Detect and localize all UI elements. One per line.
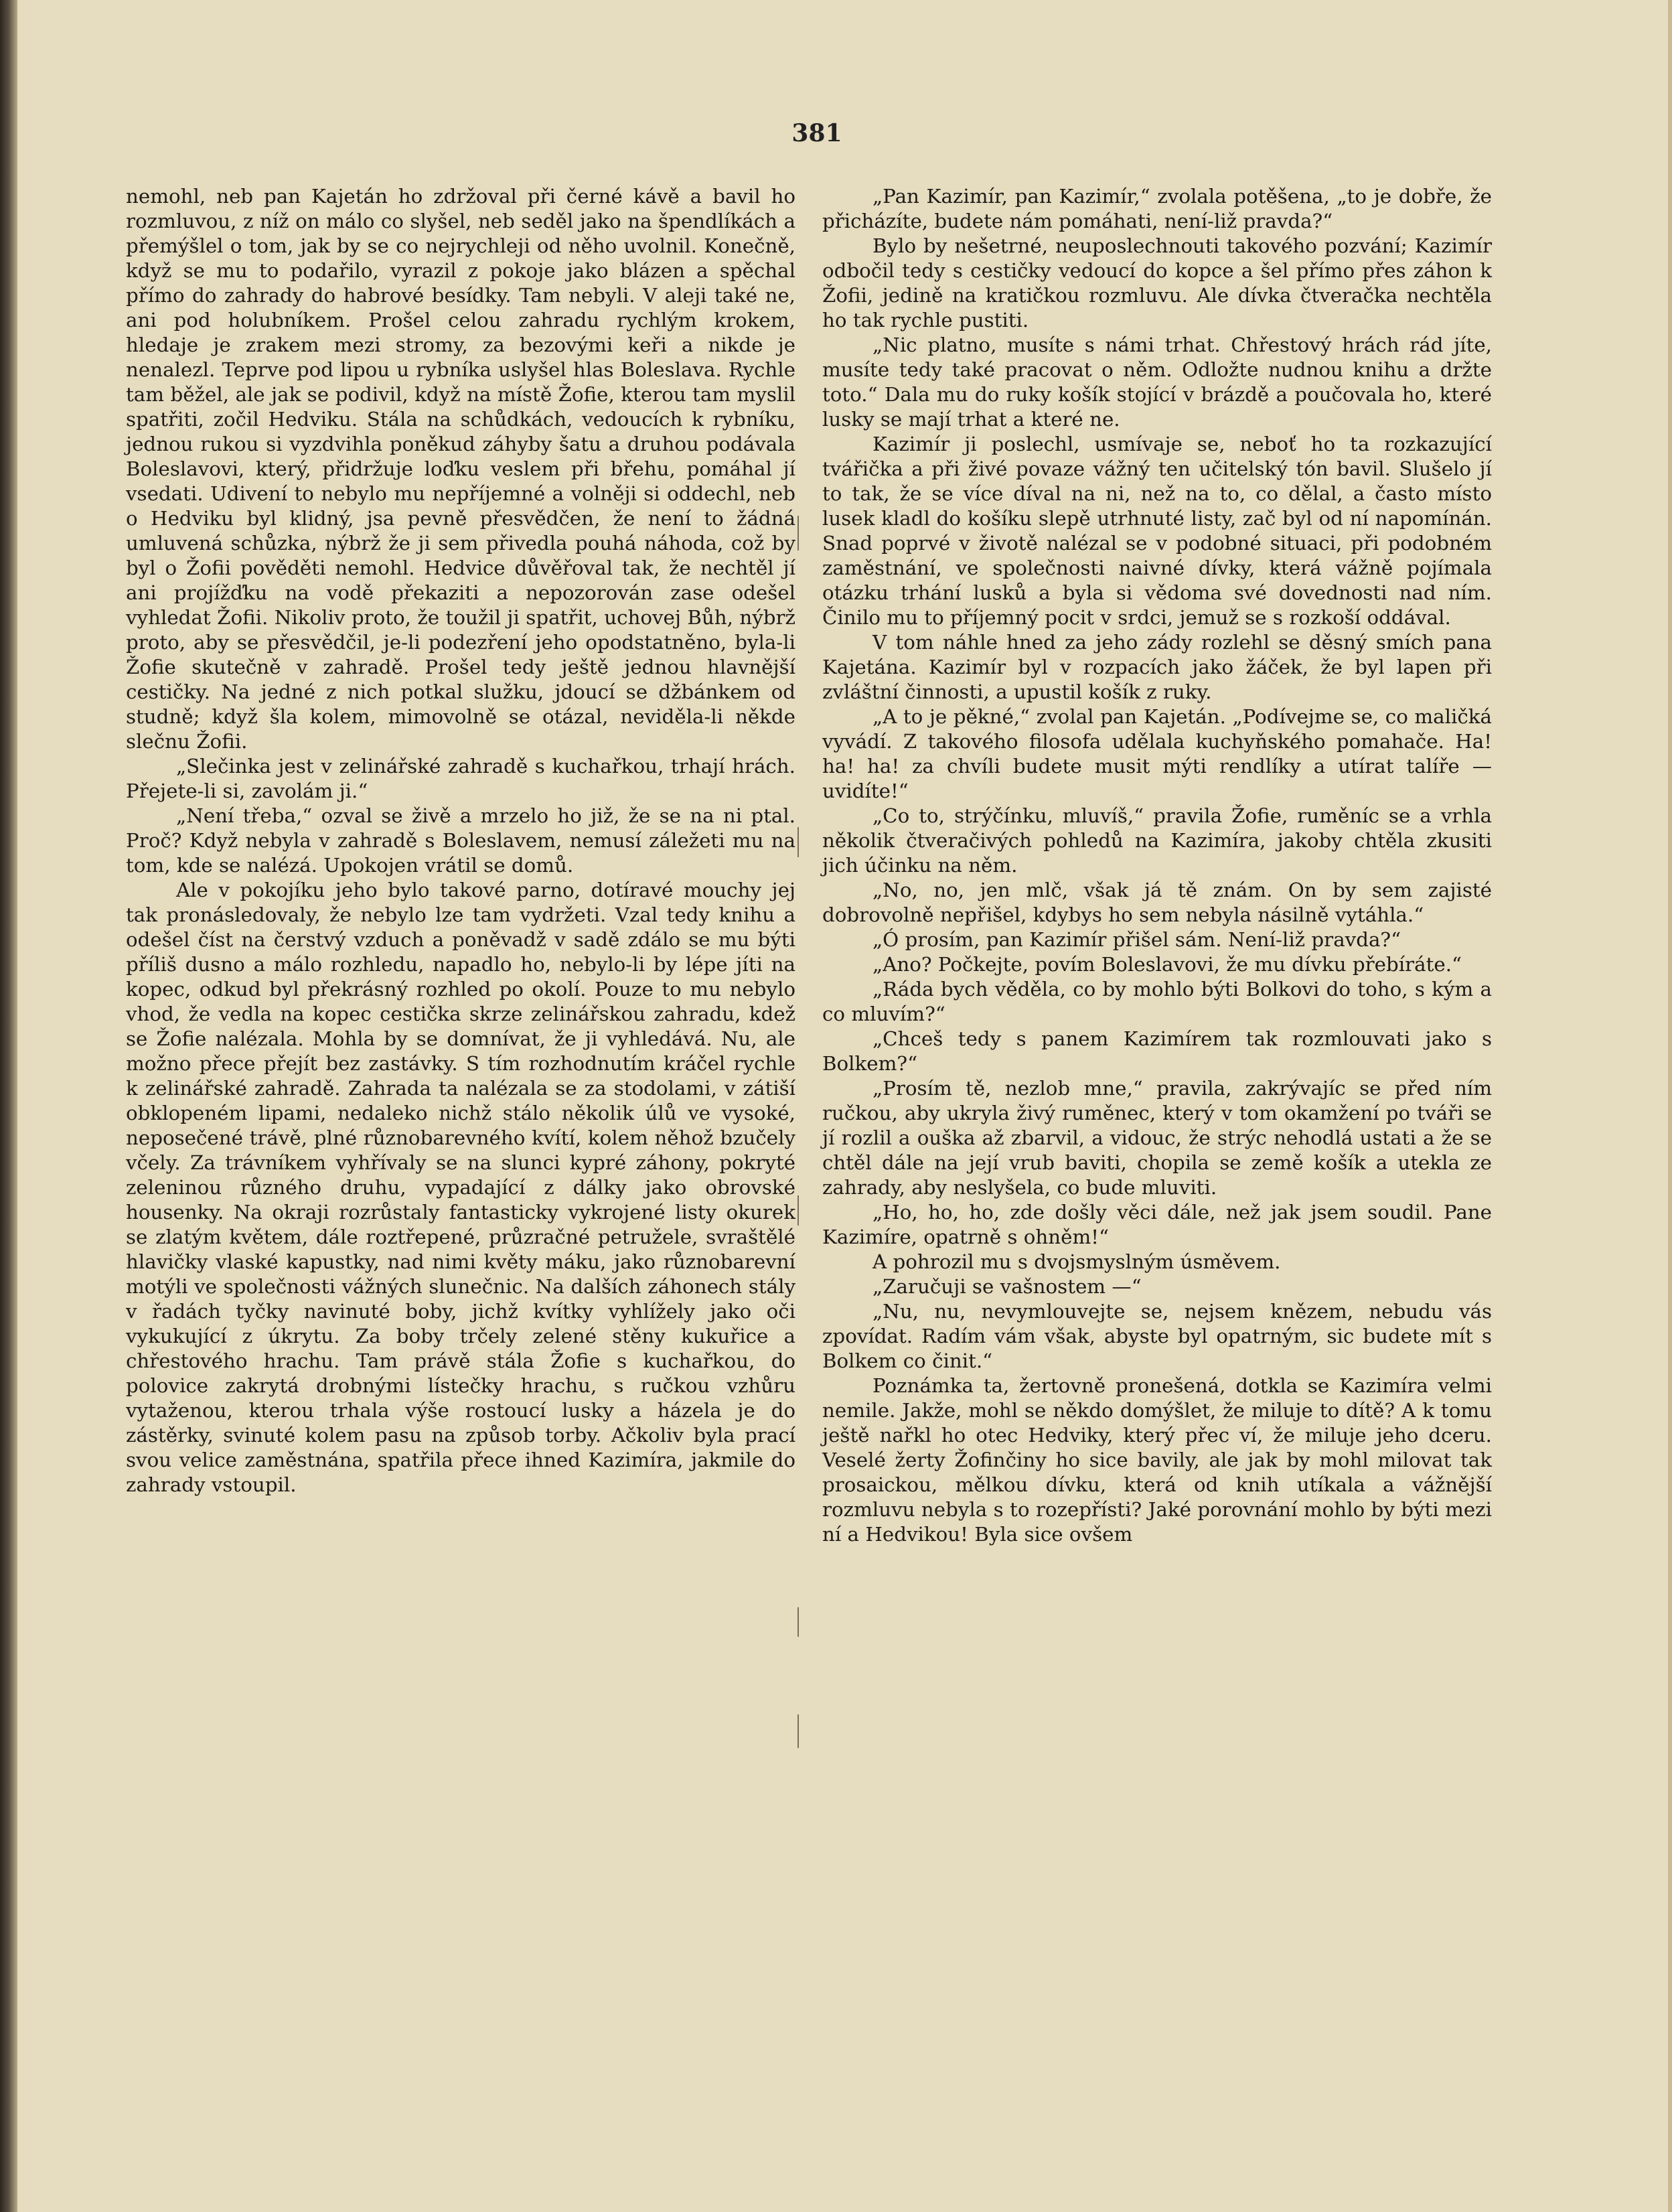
paragraph: Kazimír ji poslechl, usmívaje se, neboť ho ta rozkazující tvářička a při živé povaze vážný ten učitelský tón bavil. Slušelo jí to tak, že se více díval na ni, než na to, co dělal, a často místo lusek kladl do košíku slepě utrhnuté listy, zač byl od ní napomínán. Snad poprvé v životě nalézal se v podobné situaci, při podobném zaměstnání, ve společnosti naivné dívky, která vážně pojímala otázku trhání lusků a byla si vědoma své dovednosti nad ním. Činilo mu to příjemný pocit v srdci, jemuž se s rozkoší oddával.	[822, 433, 1492, 629]
column-divider-mark	[797, 1607, 799, 1637]
left-text-column	[126, 184, 795, 1497]
paragraph: „Ráda bych věděla, co by mohlo býti Bolkovi do toho, s kým a co mluvím?“	[822, 978, 1492, 1025]
paragraph: nemohl, neb pan Kajetán ho zdržoval při černé kávě a bavil ho rozmluvou, z níž on málo co slyšel, neb seděl jako na špendlíkách a přemýšlel o tom, jak by se co nejrychleji od něho uvolnil. Konečně, když se mu to podařilo, vyrazil z pokoje jako blázen a spěchal přímo do zahrady do habrové besídky. Tam nebyli. V aleji také ne, ani pod holubníkem. Prošel celou zahradu rychlým krokem, hledaje je zrakem mezi stromy, za bezovými keři a nikde je nenalezl. Teprve pod lipou u rybníka uslyšel hlas Boleslava. Rychle tam běžel, ale jak se podivil, když na místě Žofie, kterou tam myslil spatřiti, zočil Hedviku. Stála na schůdkách, vedoucích k rybníku, jednou rukou si vyzdvihla poněkud záhyby šatu a druhou podávala Boleslavovi, který, přidržuje loďku veslem při břehu, pomáhal jí vsedati. Udivení to nebylo mu nepříjemné a volněji si oddechl, neb o Hedviku byl klidný, jsa pevně přesvědčen, že není to žádná umluvená schůzka, nýbrž že ji sem přivedla pouhá náhoda, což by byl o Žofii pověděti nemohl. Hedvice důvěřoval tak, že nechtěl jí ani projížďku na vodě překaziti a nepozorován zase odešel vyhledat Žofii. Nikoliv proto, že toužil ji spatřit, uchovej Bůh, nýbrž proto, aby se přesvědčil, je-li podezření jeho opodstatněno, byla-li Žofie skutečně v zahradě. Prošel tedy ještě jednou hlavnější cestičky. Na jedné z nich potkal služku, jdoucí se džbánkem od studně; když šla kolem, mimovolně se otázal, neviděla-li někde slečnu Žofii.	[126, 185, 795, 753]
paragraph: „Ho, ho, ho, zde došly věci dále, než jak jsem soudil. Pane Kazimíre, opatrně s ohněm!“	[822, 1201, 1492, 1248]
paragraph: „A to je pěkné,“ zvolal pan Kajetán. „Podívejme se, co maličká vyvádí. Z takového filosofa udělala kuchyňského pomahače. Ha! ha! ha! za chvíli budete musit mýti rendlíky a utírat talíře — uvidíte!“	[822, 705, 1492, 802]
page-right-edge	[1668, 0, 1672, 2212]
paragraph: „Nu, nu, nevymlouvejte se, nejsem knězem, nebudu vás zpovídat. Radím vám však, abyste byl opatrným, sic budete mít s Bolkem co činit.“	[822, 1300, 1492, 1372]
page-binding-shadow	[0, 0, 17, 2212]
paragraph: Bylo by nešetrné, neuposlechnouti takového pozvání; Kazimír odbočil tedy s cestičky vedoucí do kopce a šel přímo přes záhon k Žofii, jedině na kratičkou rozmluvu. Ale dívka čtveračka nechtěla ho tak rychle pustiti.	[822, 234, 1492, 331]
paragraph: „Prosím tě, nezlob mne,“ pravila, zakrývajíc se před ním ručkou, aby ukryla živý ruměnec, který v tom okamžení po tváři se jí rozlil a ouška až zbarvil, a vidouc, že strýc nehodlá ustati a že se chtěl dále na její vrub baviti, chopila se země košík a utekla ze zahrady, aby neslyšela, co bude mluviti.	[822, 1077, 1492, 1199]
paragraph: „Ó prosím, pan Kazimír přišel sám. Není-liž pravda?“	[872, 928, 1401, 951]
paragraph: „No, no, jen mlč, však já tě znám. On by sem zajisté dobrovolně nepřišel, kdybys ho sem nebyla násilně vytáhla.“	[822, 879, 1492, 926]
paragraph: „Co to, strýčínku, mluvíš,“ pravila Žofie, ruměníc se a vrhla několik čtveračivých pohledů na Kazimíra, jakoby chtěla zkusiti jich účinku na něm.	[822, 804, 1492, 877]
paragraph: „Slečinka jest v zelinářské zahradě s kuchařkou, trhají hrách. Přejete-li si, zavolám ji.“	[126, 755, 795, 802]
paragraph: V tom náhle hned za jeho zády rozlehl se děsný smích pana Kajetána. Kazimír byl v rozpacích jako žáček, že byl lapen při zvláštní činnosti, a upustil košík z ruky.	[822, 631, 1492, 703]
column-divider-mark	[797, 516, 799, 550]
column-divider-mark	[797, 1714, 799, 1748]
column-divider-mark	[797, 1195, 799, 1226]
paragraph: Poznámka ta, žertovně pronešená, dotkla se Kazimíra velmi nemile. Jakže, mohl se někdo domýšlet, že miluje to dítě? A k tomu ještě nařkl ho otec Hedviky, který přec ví, že miluje jeho dceru. Veselé žerty Žofinčiny ho sice bavily, ale jak by mohl milovat tak prosaickou, mělkou dívku, která od knih utíkala a vážnější rozmluvu nebyla s to rozepřísti? Jaké porovnání mohlo by býti mezi ní a Hedvikou! Byla sice ovšem	[822, 1374, 1492, 1546]
paragraph: „Pan Kazimír, pan Kazimír,“ zvolala potěšena, „to je dobře, že přicházíte, budete nám pomáhati, není-liž pravda?“	[822, 185, 1492, 232]
column-divider-mark	[797, 827, 799, 857]
paragraph: „Není třeba,“ ozval se živě a mrzelo ho již, že se na ni ptal. Proč? Když nebyla v zahradě s Boleslavem, nemusí záležeti mu na tom, kde se nalézá. Upokojen vrátil se domů.	[126, 804, 795, 877]
paragraph: „Chceš tedy s panem Kazimírem tak rozmlouvati jako s Bolkem?“	[822, 1027, 1492, 1075]
paragraph: „Nic platno, musíte s námi trhat. Chřestový hrách rád jíte, musíte tedy také pracovat o něm. Odložte nudnou knihu a držte toto.“ Dala mu do ruky košík stojící v brázdě a poučovala ho, které lusky se mají trhat a které ne.	[822, 334, 1492, 431]
paragraph: „Zaručuji se vašnostem —“	[872, 1275, 1142, 1298]
paragraph: A pohrozil mu s dvojsmyslným úsměvem.	[872, 1250, 1281, 1273]
page-number: 381	[791, 119, 842, 147]
paragraph: „Ano? Počkejte, povím Boleslavovi, že mu dívku přebíráte.“	[872, 953, 1462, 976]
right-text-column	[822, 184, 1492, 1547]
paragraph: Ale v pokojíku jeho bylo takové parno, dotíravé mouchy jej tak pronásledovaly, že nebylo lze tam vydržeti. Vzal tedy knihu a odešel číst na čerstvý vzduch a poněvadž v sadě zdálo se mu býti příliš dusno a málo rozhledu, napadlo ho, nebylo-li by lépe jíti na kopec, odkud byl překrásný rozhled po okolí. Pouze to mu nebylo vhod, že vedla na kopec cestička skrze zelinářskou zahradu, kdež se Žofie nalézala. Mohla by se domnívat, že ji vyhledává. Nu, ale možno přece přejít bez zastávky. S tím rozhodnutím kráčel rychle k zelinářské zahradě. Zahrada ta nalézala se za stodolami, v zátiší obklopeném lipami, nedaleko nichž stálo několik úlů ve vysoké, neposečené trávě, plné různobarevného kvítí, kolem něhož bzučely včely. Za trávníkem vyhřívaly se na slunci kypré záhony, pokryté zeleninou různého druhu, vypadající z dálky jako obrovské housenky. Na okraji rozrůstaly fantasticky vykrojené listy okurek se zlatým květem, dále roztřepené, průzračné petružele, svraštělé hlavičky vlaské kapustky, nad nimi květy máku, jako různobarevní motýli ve společnosti vážných slunečnic. Na dalších záhonech stály v řadách tyčky navinuté boby, jichž kvítky vyhlížely jako oči vykukující z úkrytu. Za boby trčely zelené stěny kukuřice a chřestového hrachu. Tam právě stála Žofie s kuchařkou, do polovice zakrytá drobnými lístečky hrachu, s ručkou vzhůru vytaženou, kterou trhala výše rostoucí lusky a házela je do zástěrky, svinuté kolem pasu na způsob torby. Ačkoliv byla prací svou velice zaměstnána, spatřila přece ihned Kazimíra, jakmile do zahrady vstoupil.	[126, 879, 795, 1496]
